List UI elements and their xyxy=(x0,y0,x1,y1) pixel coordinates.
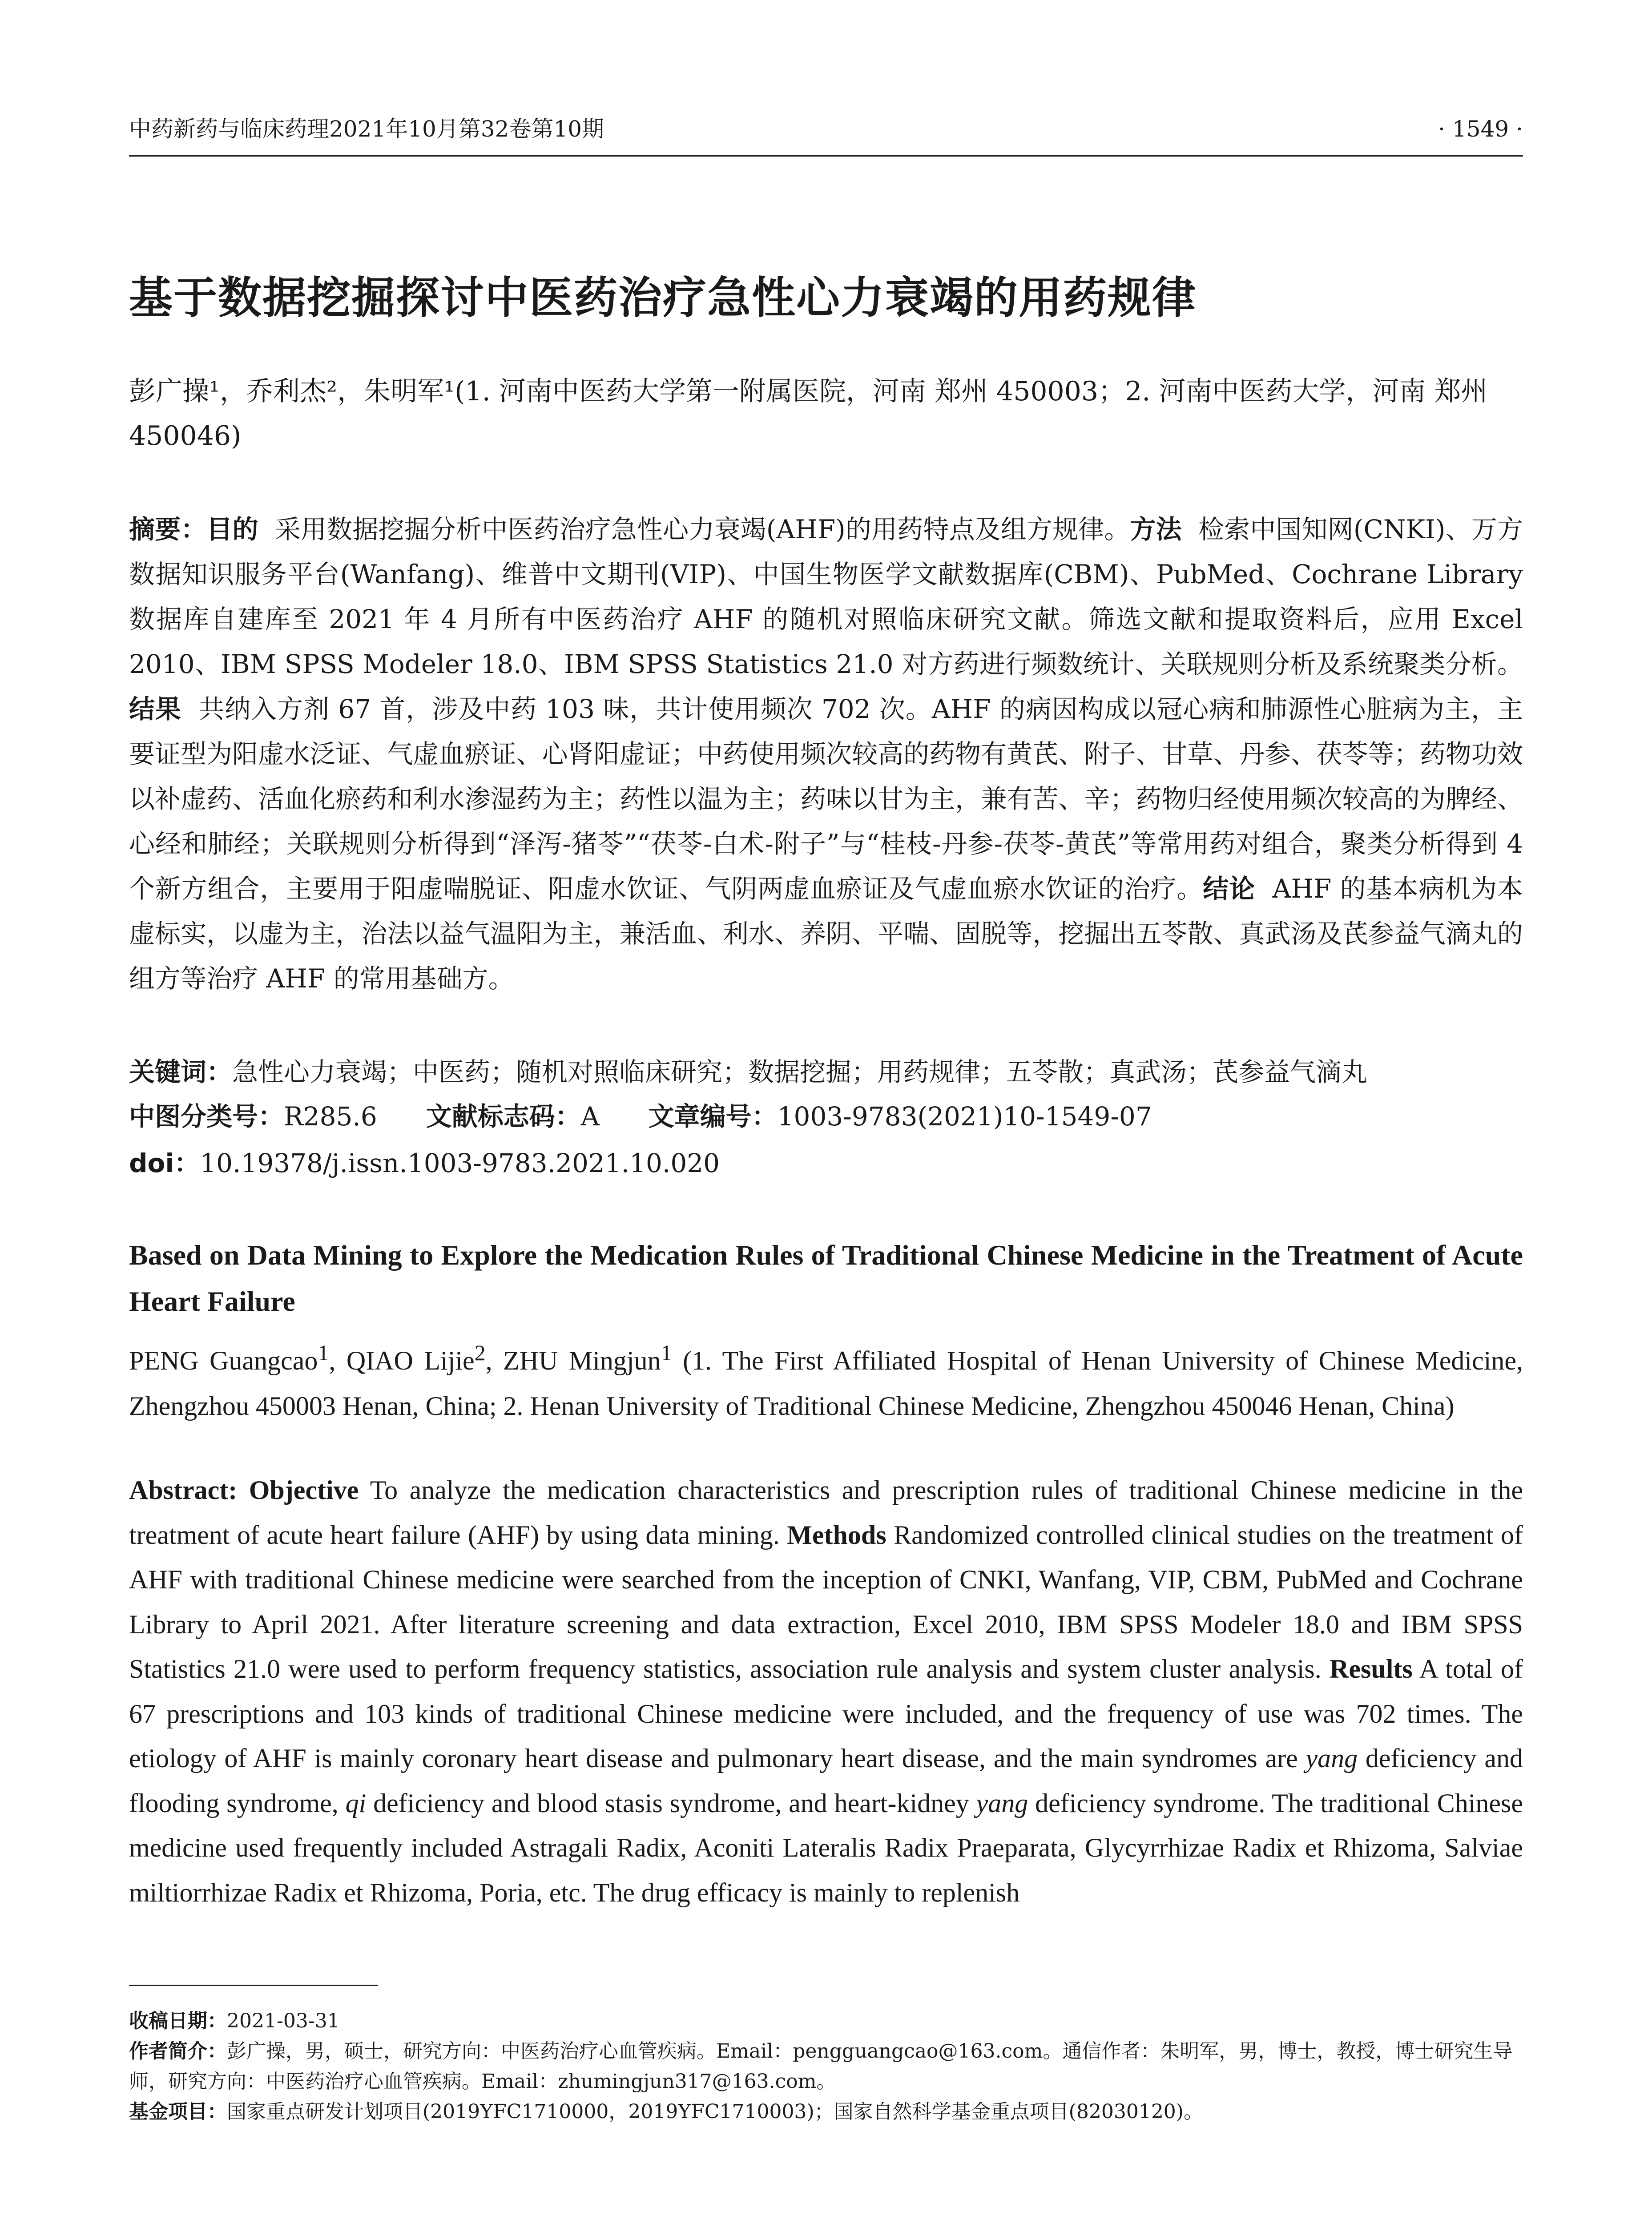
results-en-text-3: deficiency and blood stasis syndrome, and heart-kidney xyxy=(373,1788,969,1818)
clc-label: 中图分类号： xyxy=(129,1101,284,1132)
classification-line xyxy=(129,1094,1523,1139)
author-en-3: ZHU Mingjun xyxy=(503,1346,661,1375)
keywords-cn xyxy=(129,1050,1523,1094)
article-no-label: 文章编号： xyxy=(648,1101,778,1132)
author-en-1-affil: 1 xyxy=(318,1340,329,1365)
objective-cn-text: 采用数据挖掘分析中医药治疗急性心力衰竭(AHF)的用药特点及组方规律。 xyxy=(274,514,1130,544)
methods-en-text: Randomized controlled clinical studies on the treatment of AHF with traditional Chinese medicine were searched from the inception of CNKI, Wanfang, VIP, CBM, PubMed and Cochrane Library to April 2021. After literature screening and data extraction, Excel 2010, IBM SPSS Modeler 18.0 and IBM SPSS Statistics 21.0 were used to perform frequency statistics, association rule analysis and system cluster analysis. xyxy=(129,1520,1523,1684)
paper-title: 基于数据挖掘探讨中医药治疗急性心力衰竭的用药规律 xyxy=(129,273,1197,323)
footnote-funding xyxy=(129,2097,1523,2127)
affiliations-en: (1. The First Affiliated Hospital of Henan University of Chinese Medicine, Zhengzhou 450003 Henan, China; 2. Henan University of Traditional Chinese Medicine, Zhengzhou 450046 Henan, China) xyxy=(129,1346,1523,1421)
results-en-qi: qi xyxy=(345,1788,367,1818)
objective-cn-label: 目的 xyxy=(206,514,258,544)
author-en-1: PENG Guangcao xyxy=(129,1346,318,1375)
conclusion-cn-label: 结论 xyxy=(1203,874,1256,904)
doc-code-value: A xyxy=(580,1101,600,1132)
funding-value: 国家重点研发计划项目(2019YFC1710000，2019YFC1710003)；国家自然科学基金重点项目(82030120)。 xyxy=(227,2100,1203,2123)
running-head xyxy=(129,111,1523,147)
author-en-3-affil: 1 xyxy=(661,1340,672,1365)
objective-en-text: To analyze the medication characteristics and prescription rules of traditional Chinese medicine in the treatment of acute heart failure (AHF) by using data mining. xyxy=(129,1475,1523,1550)
footnotes xyxy=(129,2006,1523,2127)
abstract-en-label: Abstract: xyxy=(129,1475,238,1505)
doi-value: 10.19378/j.issn.1003-9783.2021.10.020 xyxy=(200,1148,720,1178)
authors-en: PENG Guangcao$^1$, QIAO Lijie$^2$, ZHU Mingjun$^1$ (1. The First Affiliated Hospital of Henan University of Chinese Medicine, Zhengzhou 450003 Henan, China; 2. Henan University of Traditional Chinese Medicine, Zhengzhou 450046 Henan, China) xyxy=(129,1340,1523,1421)
journal-issue: 中药新药与临床药理2021年10月第32卷第10期 xyxy=(129,116,604,142)
results-en-text-2: deficiency and flooding syndrome, xyxy=(129,1744,1523,1818)
abstract-en xyxy=(129,1468,1523,1915)
results-en-yang: yang xyxy=(1305,1744,1358,1773)
author-info-value: 彭广操，男，硕士，研究方向：中医药治疗心血管疾病。Email：pengguangcao@163.com。通信作者：朱明军，男，博士，教授，博士研究生导师，研究方向：中医药治疗心血管疾病。Email：zhumingjun317@163.com。 xyxy=(129,2040,1513,2093)
abstract-cn xyxy=(129,507,1523,1001)
article-no-value: 1003-9783(2021)10-1549-07 xyxy=(777,1101,1152,1132)
results-en-text-4: deficiency syndrome. The traditional Chinese medicine used frequently included Astragali Radix, Aconiti Lateralis Radix Praeparata, Glycyrrhizae Radix et Rhizoma, Salviae miltiorrhizae Radix et Rhizoma, Poria, etc. The drug efficacy is mainly to replenish xyxy=(129,1788,1523,1907)
footnote-rule xyxy=(129,1985,378,1986)
keywords-label: 关键词： xyxy=(129,1057,233,1087)
results-cn-label: 结果 xyxy=(129,694,181,724)
objective-en-label: Objective xyxy=(249,1475,359,1505)
abstract-cn-label: 摘要： xyxy=(129,514,207,544)
methods-cn-text: 检索中国知网(CNKI)、万方数据知识服务平台(Wanfang)、维普中文期刊(VIP)、中国生物医学文献数据库(CBM)、PubMed、Cochrane Library 数据库自建库至 2021 年 4 月所有中医药治疗 AHF 的随机对照临床研究文献。筛选文献和提取资料后，应用 Excel 2010、IBM SPSS Modeler 18.0、IBM SPSS Statistics 21.0 对方药进行频数统计、关联规则分析及系统聚类分析。 xyxy=(129,514,1523,679)
methods-en-label: Methods xyxy=(787,1520,886,1550)
methods-cn-label: 方法 xyxy=(1130,514,1182,544)
authors-cn: 彭广操¹，乔利杰²，朱明军¹(1. 河南中医药大学第一附属医院，河南 郑州 450003；2. 河南中医药大学，河南 郑州 450046) xyxy=(129,376,1488,451)
author-info-label: 作者简介： xyxy=(129,2040,227,2063)
results-en-label: Results xyxy=(1330,1654,1413,1684)
results-en-yang-2: yang xyxy=(976,1788,1028,1818)
doc-code-label: 文献标志码： xyxy=(426,1101,581,1132)
results-en-text-1: A total of 67 prescriptions and 103 kinds of traditional Chinese medicine were included, and the frequency of use was 702 times. The etiology of AHF is mainly coronary heart disease and pulmonary heart disease, and the main syndromes are xyxy=(129,1654,1523,1773)
header-rule xyxy=(129,155,1523,157)
funding-label: 基金项目： xyxy=(129,2100,227,2123)
footnote-author-info xyxy=(129,2036,1523,2097)
results-cn-text: 共纳入方剂 67 首，涉及中药 103 味，共计使用频次 702 次。AHF 的病因构成以冠心病和肺源性心脏病为主，主要证型为阳虚水泛证、气虚血瘀证、心肾阳虚证；中药使用频次较高的药物有黄芪、附子、甘草、丹参、茯苓等；药物功效以补虚药、活血化瘀药和利水渗湿药为主；药性以温为主；药味以甘为主，兼有苦、辛；药物归经使用频次较高的为脾经、心经和肺经；关联规则分析得到“泽泻-猪苓”“茯苓-白术-附子”与“桂枝-丹参-茯苓-黄芪”等常用药对组合，聚类分析得到 4 个新方组合，主要用于阳虚喘脱证、阳虚水饮证、气阴两虚血瘀证及气虚血瘀水饮证的治疗。 xyxy=(129,694,1523,904)
doi-label: doi： xyxy=(129,1148,200,1178)
clc-value: R285.6 xyxy=(284,1101,377,1132)
author-en-2-affil: 2 xyxy=(474,1340,486,1365)
page-number: · 1549 · xyxy=(1438,116,1523,142)
received-value: 2021-03-31 xyxy=(227,2010,340,2032)
footnote-received xyxy=(129,2006,1523,2036)
paper-title-en: Based on Data Mining to Explore the Medication Rules of Traditional Chinese Medicine in the Treatment of Acute Heart Failure xyxy=(129,1239,1523,1317)
conclusion-cn-text: AHF 的基本病机为本虚标实，以虚为主，治法以益气温阳为主，兼活血、利水、养阴、平喘、固脱等，挖掘出五苓散、真武汤及芪参益气滴丸的组方等治疗 AHF 的常用基础方。 xyxy=(129,874,1523,994)
doi-line xyxy=(129,1141,1523,1185)
keywords-value: 急性心力衰竭；中医药；随机对照临床研究；数据挖掘；用药规律；五苓散；真武汤；芪参益气滴丸 xyxy=(232,1057,1368,1087)
received-label: 收稿日期： xyxy=(129,2010,227,2032)
author-en-2: QIAO Lijie xyxy=(346,1346,475,1375)
